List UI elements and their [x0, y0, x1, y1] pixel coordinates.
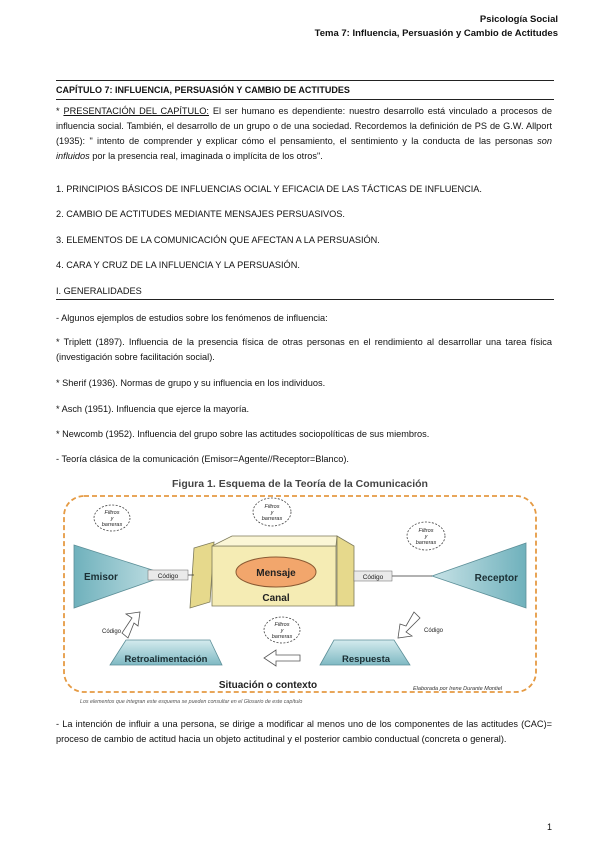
- intro-italic: son influidos: [56, 136, 552, 161]
- situacion-label: Situación o contexto: [218, 680, 318, 691]
- figure-footnote: Los elementos que integran este esquema se pueden consultar en el Glosario de este capítulo: [80, 699, 303, 705]
- page-number: 1: [546, 822, 552, 832]
- svg-text:y: y: [280, 628, 284, 634]
- outline-item-2: 2. CAMBIO DE ACTITUDES MEDIANTE MENSAJES PERSUASIVOS.: [56, 209, 345, 219]
- outline-item-1: 1. PRINCIPIOS BÁSICOS DE INFLUENCIAS OCIAL Y EFICACIA DE LAS TÁCTICAS DE INFLUENCIA.: [56, 184, 482, 194]
- intro-text-part2: por la presencia real, imaginada o implícita de los otros".: [89, 151, 323, 161]
- outline-item-4: 4. CARA Y CRUZ DE LA INFLUENCIA Y LA PERSUASIÓN.: [56, 260, 300, 270]
- svg-text:y: y: [424, 534, 428, 540]
- receptor-label: Receptor: [474, 573, 518, 584]
- codigo-label-lower-left: Código: [102, 629, 122, 635]
- svg-text:barreras: barreras: [415, 540, 437, 546]
- canal-label: Canal: [262, 593, 290, 604]
- filtros-cloud-top: [253, 498, 291, 526]
- svg-text:y: y: [110, 516, 114, 522]
- filtros-cloud-right: [407, 522, 445, 550]
- svg-text:Filtros: Filtros: [264, 504, 280, 510]
- svg-text:Filtros: Filtros: [274, 622, 290, 628]
- codigo-label-right: Código: [362, 574, 384, 581]
- svg-text:Filtros: Filtros: [104, 510, 120, 516]
- paragraph-intention: - La intención de influir a una persona, se dirige a modificar al menos uno de los componentes de las actitudes (CAC)= proceso de cambio de actitud hacia un objeto actitudinal y el posterior cambio conductual (concreta o general).: [56, 719, 552, 744]
- svg-text:y: y: [270, 510, 274, 516]
- figure-title: Figura 1. Esquema de la Teoría de la Comunicación: [172, 478, 428, 490]
- filtros-cloud-left: [94, 505, 130, 531]
- mensaje-label: Mensaje: [256, 568, 296, 579]
- chapter-title: CAPÍTULO 7: INFLUENCIA, PERSUASIÓN Y CAMBIO DE ACTITUDES: [56, 80, 554, 100]
- intro-paragraph: [56, 104, 552, 164]
- retroalimentacion-label: Retroalimentación: [124, 654, 208, 665]
- intro-bullet: *: [56, 106, 64, 116]
- arrow-respuesta-to-retro: [264, 650, 300, 666]
- section-heading: I. GENERALIDADES: [56, 284, 554, 300]
- arrow-retro-to-emisor: [122, 612, 140, 638]
- codigo-label-lower-right: Código: [424, 628, 444, 634]
- svg-text:barreras: barreras: [261, 516, 283, 522]
- svg-text:Filtros: Filtros: [418, 528, 434, 534]
- emisor-label: Emisor: [84, 572, 118, 583]
- paragraph-communication-theory: - Teoría clásica de la comunicación (Emisor=Agente//Receptor=Blanco).: [56, 454, 349, 464]
- codigo-label-left: Código: [157, 573, 179, 580]
- outline-item-3: 3. ELEMENTOS DE LA COMUNICACIÓN QUE AFECTAN A LA PERSUASIÓN.: [56, 235, 380, 245]
- arrow-receptor-to-respuesta: [398, 612, 420, 638]
- communication-diagram: [62, 490, 540, 710]
- paragraph-asch: * Asch (1951). Influencia que ejerce la mayoría.: [56, 404, 250, 414]
- running-header-title: Psicología Social: [479, 14, 558, 25]
- svg-text:barreras: barreras: [271, 634, 293, 640]
- svg-text:barreras: barreras: [101, 522, 123, 528]
- paragraph-newcomb: * Newcomb (1952). Influencia del grupo sobre las actitudes sociopolíticas de sus miembros.: [56, 429, 430, 439]
- intro-text-part1: El ser humano es dependiente: nuestro desarrollo está vinculado a procesos de influencia social. También, el desarrollo de un grupo o de una sociedad. Recordemos la definición de PS de G.W. Allport (1935): " intento de comprender y explicar cómo el pensamiento, el sentimiento y la conducta de las personas: [56, 106, 552, 146]
- running-header-topic: Tema 7: Influencia, Persuasión y Cambio de Actitudes: [314, 28, 558, 39]
- figure-credit: Elaborada por Irene Durante Montiel: [413, 686, 502, 692]
- intro-label: PRESENTACIÓN DEL CAPÍTULO:: [63, 106, 209, 116]
- paragraph-examples-intro: - Algunos ejemplos de estudios sobre los fenómenos de influencia:: [56, 313, 328, 323]
- paragraph-triplett: * Triplett (1897). Influencia de la presencia física de otras personas en el rendimiento al desarrollar una tarea física (investigación sobre facilitación social).: [56, 337, 552, 362]
- filtros-cloud-bottom: [264, 617, 300, 643]
- paragraph-sherif: * Sherif (1936). Normas de grupo y su influencia en los individuos.: [56, 378, 326, 388]
- respuesta-label: Respuesta: [341, 654, 391, 665]
